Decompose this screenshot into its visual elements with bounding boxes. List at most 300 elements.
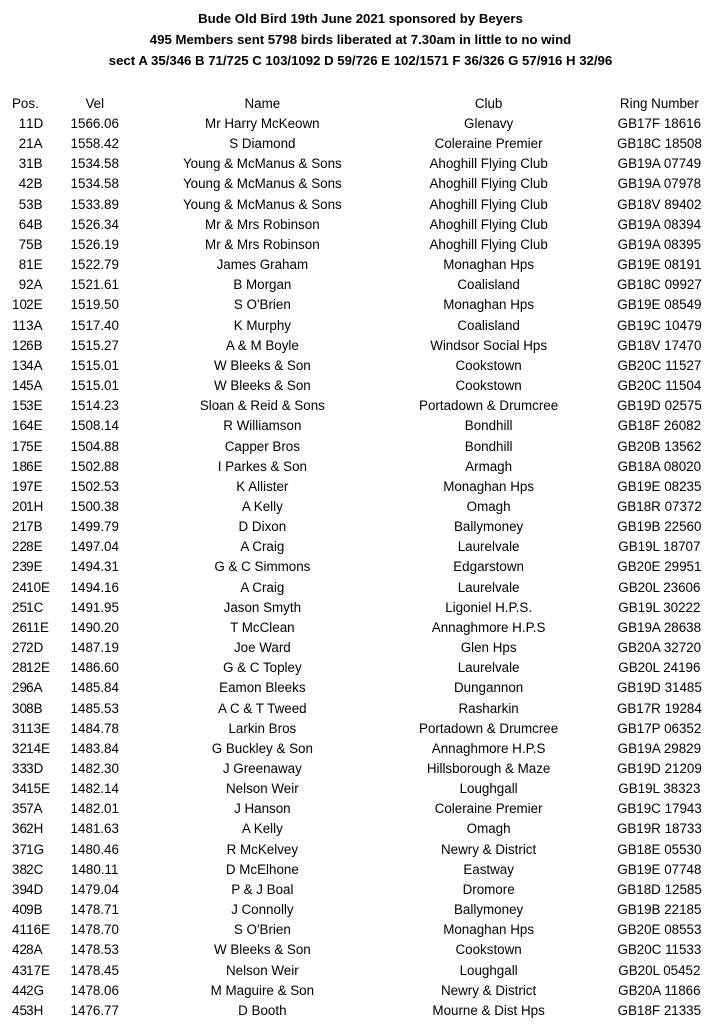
club-cell: Armagh	[465, 458, 513, 474]
club-cell: Glen Hps	[460, 640, 517, 656]
velocity-cell: 1500.38	[70, 498, 119, 514]
velocity-cell: 1481.63	[70, 821, 119, 837]
position-cell: 9	[18, 277, 27, 293]
section-cell: 4B	[26, 216, 43, 232]
ring-number-cell: GB19C 10479	[616, 317, 702, 333]
ring-number-cell: GB20L 05452	[618, 962, 701, 978]
table-row	[12, 134, 717, 154]
name-cell: Sloan & Reid & Sons	[199, 398, 325, 414]
velocity-cell: 1494.31	[70, 559, 119, 575]
ring-number-cell: GB19A 29829	[617, 740, 702, 756]
table-row	[12, 275, 717, 295]
ring-number-cell: GB19R 18733	[616, 821, 702, 837]
ring-number-cell: GB20L 24196	[618, 660, 701, 676]
position-cell: 30	[12, 700, 27, 716]
position-cell: 8	[18, 257, 27, 273]
table-row	[12, 678, 717, 698]
table-row	[12, 537, 717, 557]
section-cell: 8B	[26, 700, 43, 716]
velocity-cell: 1478.45	[70, 962, 119, 978]
name-cell: A Kelly	[241, 498, 283, 514]
ring-number-cell: GB20C 11533	[617, 942, 702, 958]
club-cell: Windsor Social Hps	[430, 337, 548, 353]
table-row	[12, 416, 717, 436]
ring-number-cell: GB17P 06352	[617, 720, 702, 736]
position-cell: 20	[12, 498, 27, 514]
position-cell: 41	[12, 922, 27, 938]
section-cell: 11E	[26, 619, 49, 635]
club-cell: Ligoniel H.P.S.	[445, 599, 533, 615]
table-row	[12, 497, 717, 517]
ring-number-cell: GB19D 31485	[616, 680, 702, 696]
velocity-cell: 1478.06	[70, 982, 119, 998]
section-cell: 15E	[26, 781, 50, 797]
name-cell: R Williamson	[223, 418, 302, 434]
name-cell: A C & T Tweed	[218, 700, 307, 716]
velocity-cell: 1558.42	[70, 136, 119, 152]
name-cell: Capper Bros	[224, 438, 300, 454]
position-cell: 28	[12, 660, 27, 676]
section-cell: 6A	[26, 680, 43, 696]
ring-number-cell: GB20C 11527	[617, 357, 702, 373]
velocity-cell: 1478.71	[70, 902, 119, 918]
name-cell: D McElhone	[225, 861, 299, 877]
section-cell: 6B	[26, 337, 43, 353]
race-summary: 495 Members sent 5798 birds liberated at 7.30am in little to no wind	[149, 32, 572, 47]
velocity-cell: 1533.89	[70, 196, 119, 212]
velocity-cell: 1566.06	[70, 116, 119, 131]
velocity-cell: 1478.70	[70, 922, 119, 938]
table-row	[12, 658, 717, 678]
velocity-cell: 1494.16	[70, 579, 119, 595]
position-cell: 42	[12, 942, 27, 958]
velocity-cell: 1514.23	[70, 398, 119, 414]
position-cell: 17	[12, 438, 27, 454]
ring-number-cell: GB19C 17943	[616, 801, 702, 817]
section-counts: sect A 35/346 B 71/725 C 103/1092 D 59/726 E 102/1571 F 36/326 G 57/916 H 32/96	[108, 53, 613, 68]
column-header-name: Name	[244, 96, 281, 111]
name-cell: Joe Ward	[233, 640, 291, 656]
ring-number-cell: GB19D 21209	[616, 761, 702, 776]
ring-number-cell: GB19B 22560	[617, 519, 702, 535]
table-row	[12, 336, 717, 356]
club-cell: Ahoghill Flying Club	[429, 156, 548, 172]
name-cell: D Dixon	[238, 519, 287, 535]
ring-number-cell: GB18A 08020	[617, 458, 702, 474]
ring-number-cell: GB18D 12585	[616, 881, 702, 897]
position-cell: 23	[12, 559, 27, 575]
velocity-cell: 1515.27	[70, 337, 119, 353]
club-cell: Ahoghill Flying Club	[429, 216, 548, 232]
velocity-cell: 1486.60	[70, 660, 119, 676]
club-cell: Monaghan Hps	[443, 257, 535, 273]
section-cell: 2E	[26, 297, 43, 313]
section-cell: 2B	[26, 176, 43, 192]
position-cell: 22	[12, 539, 27, 555]
table-row	[12, 598, 717, 618]
name-cell: Mr Harry McKeown	[205, 116, 320, 131]
ring-number-cell: GB18F 26082	[617, 418, 702, 434]
club-cell: Omagh	[466, 821, 511, 837]
table-row	[12, 557, 717, 577]
name-cell: Nelson Weir	[226, 962, 299, 978]
position-cell: 13	[12, 357, 27, 373]
position-cell: 1	[18, 116, 27, 131]
club-cell: Laurelvale	[457, 539, 520, 555]
club-cell: Ahoghill Flying Club	[429, 236, 548, 252]
table-row	[12, 880, 717, 900]
position-cell: 16	[12, 418, 27, 434]
document-header	[0, 8, 721, 71]
position-cell: 26	[12, 619, 27, 635]
club-cell: Cookstown	[455, 942, 522, 958]
table-row	[12, 638, 717, 658]
position-cell: 33	[12, 761, 27, 776]
ring-number-cell: GB19L 38323	[618, 781, 701, 797]
name-cell: T McClean	[230, 619, 295, 635]
column-header-ring-number: Ring Number	[619, 96, 699, 111]
position-cell: 34	[12, 781, 27, 797]
column-header-pos: Pos.	[12, 96, 39, 111]
ring-number-cell: GB18V 17470	[617, 337, 702, 353]
club-cell: Coleraine Premier	[434, 801, 543, 817]
section-cell: 5B	[26, 236, 43, 252]
ring-number-cell: GB20E 08553	[617, 922, 702, 938]
table-row	[12, 799, 717, 819]
position-cell: 29	[12, 680, 27, 696]
table-row	[12, 457, 717, 477]
name-cell: A Kelly	[241, 821, 283, 837]
velocity-cell: 1515.01	[70, 378, 119, 394]
table-row	[12, 779, 717, 799]
name-cell: D Booth	[238, 1002, 287, 1018]
club-cell: Coalisland	[457, 317, 520, 333]
name-cell: S O'Brien	[233, 922, 291, 938]
name-cell: Mr & Mrs Robinson	[205, 216, 320, 232]
ring-number-cell: GB19A 28638	[617, 619, 702, 635]
section-cell: 5E	[26, 438, 43, 454]
ring-number-cell: GB18C 09927	[616, 277, 702, 293]
ring-number-cell: GB17F 18616	[617, 116, 702, 131]
section-cell: 1C	[26, 599, 44, 615]
velocity-cell: 1515.01	[70, 357, 119, 373]
section-cell: 10E	[26, 579, 50, 595]
ring-number-cell: GB20E 29951	[617, 559, 702, 575]
velocity-cell: 1482.14	[70, 781, 119, 797]
table-row	[12, 618, 717, 638]
name-cell: A Craig	[240, 539, 285, 555]
name-cell: W Bleeks & Son	[213, 378, 311, 394]
position-cell: 2	[18, 136, 27, 152]
section-cell: 3A	[26, 317, 43, 333]
name-cell: Mr & Mrs Robinson	[205, 236, 320, 252]
velocity-cell: 1534.58	[70, 156, 119, 172]
table-row	[12, 920, 717, 940]
club-cell: Ahoghill Flying Club	[429, 176, 548, 192]
position-cell: 45	[12, 1002, 27, 1018]
position-cell: 14	[12, 378, 27, 394]
name-cell: P & J Boal	[231, 881, 294, 897]
club-cell: Dromore	[462, 881, 515, 897]
ring-number-cell: GB19L 30222	[618, 599, 701, 615]
section-cell: 5A	[26, 378, 43, 394]
column-header-vel: Vel	[85, 96, 105, 111]
club-cell: Portadown & Drumcree	[419, 720, 559, 736]
name-cell: K Murphy	[233, 317, 291, 333]
position-cell: 12	[12, 337, 27, 353]
velocity-cell: 1476.77	[70, 1002, 119, 1018]
race-title: Bude Old Bird 19th June 2021 sponsored by Beyers	[198, 11, 523, 26]
velocity-cell: 1483.84	[70, 740, 119, 756]
table-row	[12, 981, 717, 1001]
table-row	[12, 255, 717, 275]
name-cell: J Hanson	[234, 801, 291, 817]
name-cell: M Maguire & Son	[210, 982, 315, 998]
section-cell: 7B	[26, 519, 43, 535]
name-cell: B Morgan	[233, 277, 292, 293]
club-cell: Coleraine Premier	[434, 136, 543, 152]
name-cell: G & C Simmons	[214, 559, 311, 575]
section-cell: 9E	[26, 559, 43, 575]
table-row	[12, 154, 717, 174]
name-cell: S Diamond	[229, 136, 296, 152]
ring-number-cell: GB19B 22185	[617, 902, 702, 918]
club-cell: Annaghmore H.P.S	[431, 740, 546, 756]
name-cell: G & C Topley	[223, 660, 302, 676]
position-cell: 37	[12, 841, 27, 857]
position-cell: 43	[12, 962, 27, 978]
club-cell: Coalisland	[457, 277, 520, 293]
club-cell: Laurelvale	[457, 660, 520, 676]
table-row	[12, 376, 717, 396]
section-cell: 2A	[26, 277, 43, 293]
name-cell: K Allister	[236, 478, 289, 494]
table-row	[12, 840, 717, 860]
ring-number-cell: GB18C 18508	[616, 136, 702, 152]
ring-number-cell: GB19A 08394	[617, 216, 702, 232]
position-cell: 35	[12, 801, 27, 817]
table-row	[12, 477, 717, 497]
velocity-cell: 1504.88	[70, 438, 119, 454]
club-cell: Dungannon	[453, 680, 524, 696]
name-cell: Young & McManus & Sons	[182, 196, 342, 212]
section-cell: 8A	[26, 942, 43, 958]
club-cell: Portadown & Drumcree	[419, 398, 559, 414]
position-cell: 44	[12, 982, 27, 998]
velocity-cell: 1480.11	[71, 861, 119, 877]
section-cell: 1B	[26, 156, 43, 172]
name-cell: J Greenaway	[222, 761, 302, 776]
table-row	[12, 114, 717, 134]
velocity-cell: 1478.53	[70, 942, 119, 958]
position-cell: 11	[12, 317, 27, 333]
name-cell: Jason Smyth	[223, 599, 302, 615]
position-cell: 18	[12, 458, 27, 474]
section-cell: 8E	[26, 539, 43, 555]
position-cell: 39	[12, 881, 27, 897]
section-cell: 4D	[26, 881, 44, 897]
ring-number-cell: GB20L 23606	[618, 579, 701, 595]
velocity-cell: 1497.04	[70, 539, 119, 555]
table-row	[12, 719, 717, 739]
section-cell: 4A	[26, 357, 43, 373]
velocity-cell: 1522.79	[70, 257, 119, 273]
club-cell: Annaghmore H.P.S	[431, 619, 546, 635]
name-cell: A Craig	[240, 579, 285, 595]
velocity-cell: 1490.20	[70, 619, 119, 635]
section-cell: 16E	[26, 922, 50, 938]
table-row	[12, 295, 717, 315]
club-cell: Monaghan Hps	[443, 922, 535, 938]
ring-number-cell: GB20B 13562	[617, 438, 702, 454]
velocity-cell: 1491.95	[70, 599, 119, 615]
club-cell: Monaghan Hps	[443, 478, 535, 494]
table-row	[12, 900, 717, 920]
name-cell: W Bleeks & Son	[213, 942, 311, 958]
position-cell: 4	[18, 176, 27, 192]
club-cell: Loughgall	[459, 781, 518, 797]
table-row	[12, 819, 717, 839]
club-cell: Rasharkin	[458, 700, 519, 716]
section-cell: 1D	[26, 116, 44, 131]
velocity-cell: 1519.50	[70, 297, 119, 313]
club-cell: Eastway	[463, 861, 514, 877]
section-cell: 9B	[26, 902, 43, 918]
position-cell: 40	[12, 902, 27, 918]
ring-number-cell: GB17R 19284	[616, 700, 702, 716]
velocity-cell: 1534.58	[70, 176, 119, 192]
ring-number-cell: GB19E 08549	[617, 297, 702, 313]
name-cell: S O'Brien	[233, 297, 291, 313]
ring-number-cell: GB19E 08235	[617, 478, 702, 494]
name-cell: Young & McManus & Sons	[182, 156, 342, 172]
ring-number-cell: GB19D 02575	[616, 398, 702, 414]
club-cell: Newry & District	[441, 982, 537, 998]
section-cell: 2H	[26, 821, 44, 837]
club-cell: Ahoghill Flying Club	[429, 196, 548, 212]
table-row	[12, 195, 717, 215]
club-cell: Bondhill	[464, 438, 513, 454]
velocity-cell: 1526.19	[70, 236, 119, 252]
name-cell: A & M Boyle	[225, 337, 299, 353]
section-cell: 2C	[26, 861, 44, 877]
club-cell: Edgarstown	[453, 559, 524, 575]
table-row	[12, 517, 717, 537]
club-cell: Ballymoney	[454, 519, 524, 535]
section-cell: 17E	[26, 962, 50, 978]
section-cell: 2D	[26, 640, 44, 656]
section-cell: 7E	[26, 478, 43, 494]
position-cell: 24	[12, 579, 27, 595]
name-cell: Larkin Bros	[228, 720, 297, 736]
table-row	[12, 174, 717, 194]
table-row	[12, 437, 717, 457]
ring-number-cell: GB19E 08191	[617, 257, 702, 273]
ring-number-cell: GB20C 11504	[617, 378, 702, 394]
section-cell: 7A	[26, 801, 43, 817]
section-cell: 3D	[26, 761, 44, 776]
name-cell: Eamon Bleeks	[219, 680, 306, 696]
position-cell: 21	[12, 519, 27, 535]
club-cell: Loughgall	[459, 962, 518, 978]
table-row	[12, 860, 717, 880]
section-cell: 1H	[26, 498, 44, 514]
club-cell: Newry & District	[441, 841, 537, 857]
position-cell: 6	[18, 216, 27, 232]
section-cell: 3H	[26, 1002, 44, 1018]
position-cell: 38	[12, 861, 27, 877]
position-cell: 5	[18, 196, 27, 212]
section-cell: 1E	[26, 257, 43, 273]
table-row	[12, 396, 717, 416]
table-row	[12, 699, 717, 719]
velocity-cell: 1482.01	[70, 801, 119, 817]
name-cell: J Connolly	[231, 902, 294, 918]
velocity-cell: 1485.53	[70, 700, 119, 716]
club-cell: Mourne & Dist Hps	[432, 1002, 545, 1018]
table-row	[12, 1001, 717, 1021]
position-cell: 32	[12, 740, 27, 756]
position-cell: 19	[12, 478, 27, 494]
section-cell: 4E	[26, 418, 43, 434]
ring-number-cell: GB20A 11866	[618, 982, 701, 998]
name-cell: G Buckley & Son	[211, 740, 313, 756]
ring-number-cell: GB19A 08395	[617, 236, 702, 252]
header-row	[12, 93, 717, 114]
velocity-cell: 1485.84	[70, 680, 119, 696]
velocity-cell: 1487.19	[70, 640, 119, 656]
velocity-cell: 1484.78	[70, 720, 119, 736]
club-cell: Cookstown	[455, 357, 522, 373]
table-row	[12, 215, 717, 235]
velocity-cell: 1508.14	[70, 418, 119, 434]
velocity-cell: 1526.34	[70, 216, 119, 232]
table-row	[12, 316, 717, 336]
results-table	[12, 93, 717, 1021]
velocity-cell: 1479.04	[70, 881, 119, 897]
velocity-cell: 1521.61	[70, 277, 119, 293]
club-cell: Ballymoney	[454, 902, 524, 918]
club-cell: Cookstown	[455, 378, 522, 394]
table-row	[12, 739, 717, 759]
velocity-cell: 1480.46	[70, 841, 119, 857]
name-cell: W Bleeks & Son	[213, 357, 311, 373]
position-cell: 15	[12, 398, 27, 414]
section-cell: 1A	[26, 136, 43, 152]
section-cell: 3E	[26, 398, 43, 414]
name-cell: I Parkes & Son	[217, 458, 308, 474]
ring-number-cell: GB20A 32720	[617, 640, 702, 656]
ring-number-cell: GB18E 05530	[617, 841, 702, 857]
position-cell: 3	[18, 156, 27, 172]
name-cell: R McKelvey	[226, 841, 299, 857]
table-row	[12, 759, 717, 779]
club-cell: Monaghan Hps	[443, 297, 535, 313]
ring-number-cell: GB18R 07372	[616, 498, 702, 514]
club-cell: Hillsborough & Maze	[426, 761, 551, 776]
velocity-cell: 1502.53	[70, 478, 119, 494]
column-header-club: Club	[474, 96, 503, 111]
name-cell: Young & McManus & Sons	[182, 176, 342, 192]
ring-number-cell: GB19L 18707	[618, 539, 701, 555]
name-cell: James Graham	[216, 257, 309, 273]
velocity-cell: 1499.79	[70, 519, 119, 535]
section-cell: 13E	[26, 720, 50, 736]
velocity-cell: 1502.88	[70, 458, 119, 474]
table-row	[12, 940, 717, 960]
table-row	[12, 961, 717, 981]
position-cell: 36	[12, 821, 27, 837]
